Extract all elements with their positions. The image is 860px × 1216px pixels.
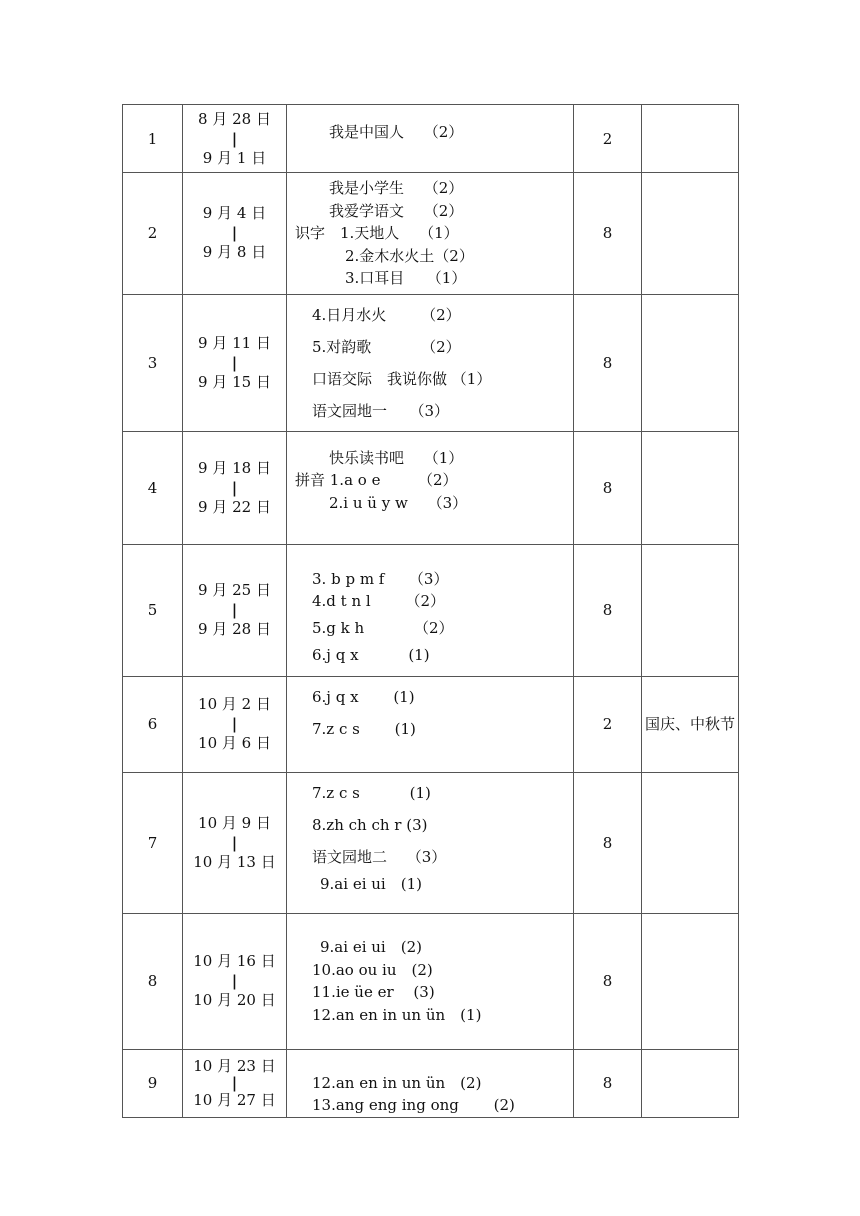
date-range [183, 294, 287, 431]
lesson-content [287, 772, 574, 913]
week-number: 5 [123, 544, 183, 676]
date-end: 10 月 20 日 [193, 991, 276, 1009]
date-start: 9 月 11 日 [198, 333, 271, 352]
table-row [123, 431, 739, 544]
date-separator: | [231, 1074, 238, 1092]
class-hours: 8 [574, 173, 642, 295]
date-end: 9 月 8 日 [202, 243, 267, 262]
date-range [183, 105, 287, 173]
week-number: 9 [123, 1049, 183, 1117]
class-hours: 8 [574, 772, 642, 913]
lesson-content [287, 105, 574, 173]
week-number: 6 [123, 676, 183, 772]
note [642, 1049, 739, 1117]
lesson-line: 13.ang eng ing ong (2) [312, 1096, 515, 1114]
date-range [183, 1049, 287, 1117]
week-number: 8 [123, 913, 183, 1049]
note [642, 772, 739, 913]
date-end: 10 月 6 日 [198, 734, 271, 752]
class-hours: 2 [574, 105, 642, 173]
lesson-line: 6.j q x (1) [312, 687, 415, 706]
lesson-line: 3. b p m f （3） [312, 569, 449, 588]
class-hours: 8 [574, 294, 642, 431]
lesson-content [287, 676, 574, 772]
table-row [123, 772, 739, 913]
table-row [123, 1049, 739, 1117]
class-hours: 2 [574, 676, 642, 772]
date-start: 9 月 18 日 [198, 458, 271, 477]
lesson-line: 我是中国人 （2） [329, 123, 464, 142]
lesson-line: 拼音 1.a o e （2） [295, 471, 458, 490]
date-separator: | [231, 972, 238, 990]
lesson-line: 7.z c s (1) [312, 719, 416, 738]
lesson-line: 9.ai ei ui (1) [320, 874, 422, 893]
date-end: 10 月 13 日 [193, 852, 276, 871]
week-number: 3 [123, 294, 183, 431]
note: 国庆、中秋节 [642, 676, 739, 772]
table-row [123, 294, 739, 431]
lesson-line: 口语交际 我说你做 （1） [312, 369, 492, 388]
date-start: 9 月 25 日 [198, 581, 271, 599]
date-range [183, 173, 287, 295]
table-row [123, 676, 739, 772]
lesson-line: 7.z c s (1) [312, 783, 431, 802]
week-number: 2 [123, 173, 183, 295]
date-separator: | [231, 715, 238, 733]
lesson-content [287, 913, 574, 1049]
date-separator: | [231, 224, 238, 243]
lesson-line: 11.ie üe er (3) [312, 983, 435, 1001]
week-number: 4 [123, 431, 183, 544]
date-separator: | [231, 129, 238, 148]
lesson-line: 快乐读书吧 （1） [329, 448, 464, 467]
date-start: 9 月 4 日 [202, 204, 267, 223]
date-end: 9 月 1 日 [202, 148, 267, 167]
table-row [123, 913, 739, 1049]
week-number: 1 [123, 105, 183, 173]
date-start: 8 月 28 日 [198, 109, 271, 128]
date-end: 9 月 22 日 [198, 497, 271, 516]
teaching-schedule-table [122, 104, 739, 1118]
lesson-line: 6.j q x (1) [312, 645, 430, 664]
date-range [183, 772, 287, 913]
note [642, 105, 739, 173]
lesson-line: 8.zh ch ch r (3) [312, 815, 428, 834]
lesson-content [287, 544, 574, 676]
lesson-line: 我是小学生 （2） [329, 179, 464, 197]
class-hours: 8 [574, 1049, 642, 1117]
table-row [123, 173, 739, 295]
date-end: 9 月 15 日 [198, 372, 271, 391]
note [642, 173, 739, 295]
date-start: 10 月 23 日 [193, 1057, 276, 1075]
lesson-line: 语文园地一 （3） [312, 401, 450, 420]
date-separator: | [231, 601, 238, 619]
lesson-line: 4.日月水火 （2） [312, 305, 461, 324]
date-range [183, 913, 287, 1049]
lesson-line: 12.an en in un ün (2) [312, 1073, 482, 1092]
lesson-line: 5.g k h （2） [312, 618, 454, 637]
lesson-line: 我爱学语文 （2） [329, 201, 464, 220]
lesson-line: 识字 1.天地人 （1） [295, 224, 459, 242]
table-row [123, 105, 739, 173]
lesson-line: 2.金木水火土（2） [345, 246, 474, 265]
lesson-line: 10.ao ou iu (2) [312, 960, 433, 979]
lesson-line: 12.an en in un ün (1) [312, 1005, 482, 1024]
lesson-line: 3.口耳目 （1） [345, 269, 467, 287]
note [642, 431, 739, 544]
lesson-line: 5.对韵歌 （2） [312, 337, 461, 356]
table-row [123, 544, 739, 676]
lesson-content [287, 294, 574, 431]
note [642, 294, 739, 431]
date-separator: | [231, 478, 238, 497]
lesson-line: 2.i u ü y w （3） [329, 493, 468, 512]
date-end: 9 月 28 日 [198, 620, 271, 638]
date-range [183, 431, 287, 544]
date-start: 10 月 9 日 [198, 813, 271, 832]
date-end: 10 月 27 日 [193, 1091, 276, 1109]
lesson-content [287, 173, 574, 295]
date-range [183, 544, 287, 676]
date-separator: | [231, 833, 238, 852]
date-start: 10 月 16 日 [193, 952, 276, 970]
date-range [183, 676, 287, 772]
week-number: 7 [123, 772, 183, 913]
lesson-line: 4.d t n l （2） [312, 592, 446, 611]
class-hours: 8 [574, 431, 642, 544]
date-start: 10 月 2 日 [198, 695, 271, 713]
lesson-line: 9.ai ei ui (2) [320, 938, 422, 956]
date-separator: | [231, 353, 238, 372]
lesson-content [287, 431, 574, 544]
note [642, 913, 739, 1049]
class-hours: 8 [574, 544, 642, 676]
class-hours: 8 [574, 913, 642, 1049]
lesson-content [287, 1049, 574, 1117]
lesson-line: 语文园地二 （3） [312, 847, 447, 866]
note [642, 544, 739, 676]
